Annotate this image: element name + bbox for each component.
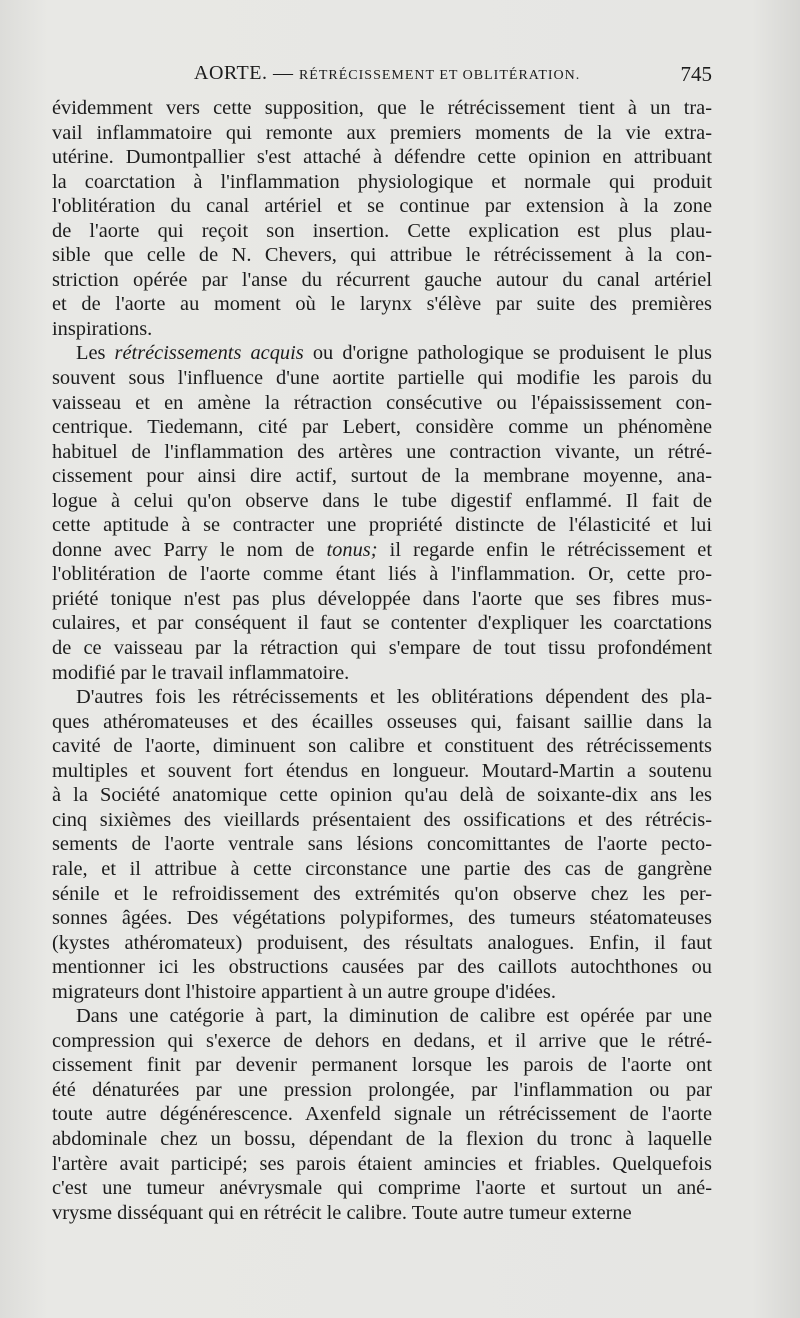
- text-line: migrateurs dont l'histoire appartient à un autre groupe d'idées.: [52, 980, 556, 1003]
- paragraph: [52, 96, 712, 341]
- text-line: vaisseau et en amène la rétraction consécutive ou l'épaississement con-: [52, 391, 712, 414]
- text-line: Dans une catégorie à part, la diminution de calibre est opérée par une: [76, 1005, 712, 1028]
- text-line: utérine. Dumontpallier s'est attaché à défendre cette opinion en attribuant: [52, 146, 712, 169]
- text-line: la coarctation à l'inflammation physiologique et normale qui produit: [52, 170, 712, 193]
- text-line: l'oblitération de l'aorte comme étant liés à l'inflammation. Or, cette pro-: [52, 563, 712, 586]
- text-line: ques athéromateuses et des écailles osseuses qui, faisant saillie dans la: [52, 710, 712, 733]
- running-header: [52, 62, 712, 90]
- text-line: c'est une tumeur anévrysmale qui comprime l'aorte et surtout un ané-: [52, 1177, 712, 1200]
- text-line: inspirations.: [52, 317, 153, 340]
- text-line: de ce vaisseau par la rétraction qui s'empare de tout tissu profondément: [52, 637, 712, 660]
- page-number: 745: [680, 62, 712, 86]
- text-line: et de l'aorte au moment où le larynx s'élève par suite des premières: [52, 293, 712, 316]
- text-line: striction opérée par l'anse du récurrent gauche autour du canal artériel: [52, 268, 712, 291]
- running-title: [194, 62, 580, 85]
- italic-term: tonus;: [326, 538, 378, 561]
- running-title-main: AORTE.: [194, 62, 268, 84]
- text-line: rale, et il attribue à cette circonstance une partie des cas de gangrène: [52, 857, 712, 880]
- text-line: de l'aorte qui reçoit son insertion. Cette explication est plus plau-: [52, 219, 712, 242]
- text-line: cavité de l'aorte, diminuent son calibre et constituent des rétrécissements: [52, 735, 712, 758]
- text-line: vail inflammatoire qui remonte aux premiers moments de la vie extra-: [52, 121, 712, 144]
- paragraph: [52, 685, 712, 1004]
- text-line: toute autre dégénérescence. Axenfeld signale un rétrécissement de l'aorte: [52, 1103, 712, 1126]
- running-title-separator: —: [267, 62, 299, 84]
- paragraph: [52, 1004, 712, 1225]
- text-line: souvent sous l'influence d'une aortite partielle qui modifie les parois du: [52, 367, 712, 390]
- text-line: cissement pour ainsi dire actif, surtout de la membrane moyenne, ana-: [52, 465, 712, 488]
- text-line: cette aptitude à se contracter une propriété distincte de l'élasticité et lui: [52, 514, 712, 537]
- text-line: l'oblitération du canal artériel et se continue par extension à la zone: [52, 195, 712, 218]
- text-line: sible que celle de N. Chevers, qui attribue le rétrécissement à la con-: [52, 244, 712, 267]
- text-line: sements de l'aorte ventrale sans lésions concomittantes de l'aorte pecto-: [52, 833, 712, 856]
- paragraph: [52, 341, 712, 685]
- italic-term: rétrécissements acquis: [114, 342, 304, 365]
- text-line: modifié par le travail inflammatoire.: [52, 661, 350, 684]
- text-line: sonnes âgées. Des végétations polypiformes, des tumeurs stéatomateuses: [52, 907, 712, 930]
- text-line: cissement finit par devenir permanent lorsque les parois de l'aorte ont: [52, 1054, 712, 1077]
- text-line: D'autres fois les rétrécissements et les oblitérations dépendent des pla-: [76, 686, 712, 709]
- text-line: l'artère avait participé; ses parois étaient amincies et friables. Quelquefois: [52, 1152, 712, 1175]
- text-line: évidemment vers cette supposition, que le rétrécissement tient à un tra-: [52, 97, 712, 119]
- text-line: cinq sixièmes des vieillards présentaient des ossifications et des rétrécis-: [52, 808, 712, 831]
- body-text: [52, 96, 712, 1225]
- text-line: sénile et le refroidissement des extrémités qu'on observe chez les per-: [52, 882, 712, 905]
- text-line: mentionner ici les obstructions causées par des caillots autochthones ou: [52, 956, 712, 979]
- text-line: été dénaturées par une pression prolongée, par l'inflammation ou par: [52, 1078, 712, 1101]
- text-line: Les rétrécissements acquis ou d'origne pathologique se produisent le plus: [76, 342, 712, 365]
- text-line: (kystes athéromateux) produisent, des résultats analogues. Enfin, il faut: [52, 931, 712, 954]
- text-line: culaires, et par conséquent il faut se contenter d'expliquer les coarctations: [52, 612, 712, 635]
- text-line: compression qui s'exerce de dehors en dedans, et il arrive que le rétré-: [52, 1029, 712, 1052]
- running-title-sub: RÉTRÉCISSEMENT ET OBLITÉRATION.: [298, 68, 581, 83]
- text-line: donne avec Parry le nom de tonus; il regarde enfin le rétrécissement et: [52, 538, 712, 561]
- text-line: logue à celui qu'on observe dans le tube digestif enflammé. Il fait de: [52, 489, 712, 512]
- text-line: priété tonique n'est pas plus développée dans l'aorte que ses fibres mus-: [52, 587, 712, 610]
- text-line: vrysme disséquant qui en rétrécit le calibre. Toute autre tumeur externe: [52, 1201, 632, 1224]
- text-line: abdominale chez un bossu, dépendant de la flexion du tronc à laquelle: [52, 1127, 712, 1150]
- text-line: centrique. Tiedemann, cité par Lebert, considère comme un phénomène: [52, 416, 712, 439]
- text-line: habituel de l'inflammation des artères une contraction vivante, un rétré-: [52, 440, 712, 463]
- text-line: multiples et souvent fort étendus en longueur. Moutard-Martin a soutenu: [52, 759, 712, 782]
- text-line: à la Société anatomique cette opinion qu'au delà de soixante-dix ans les: [52, 784, 712, 807]
